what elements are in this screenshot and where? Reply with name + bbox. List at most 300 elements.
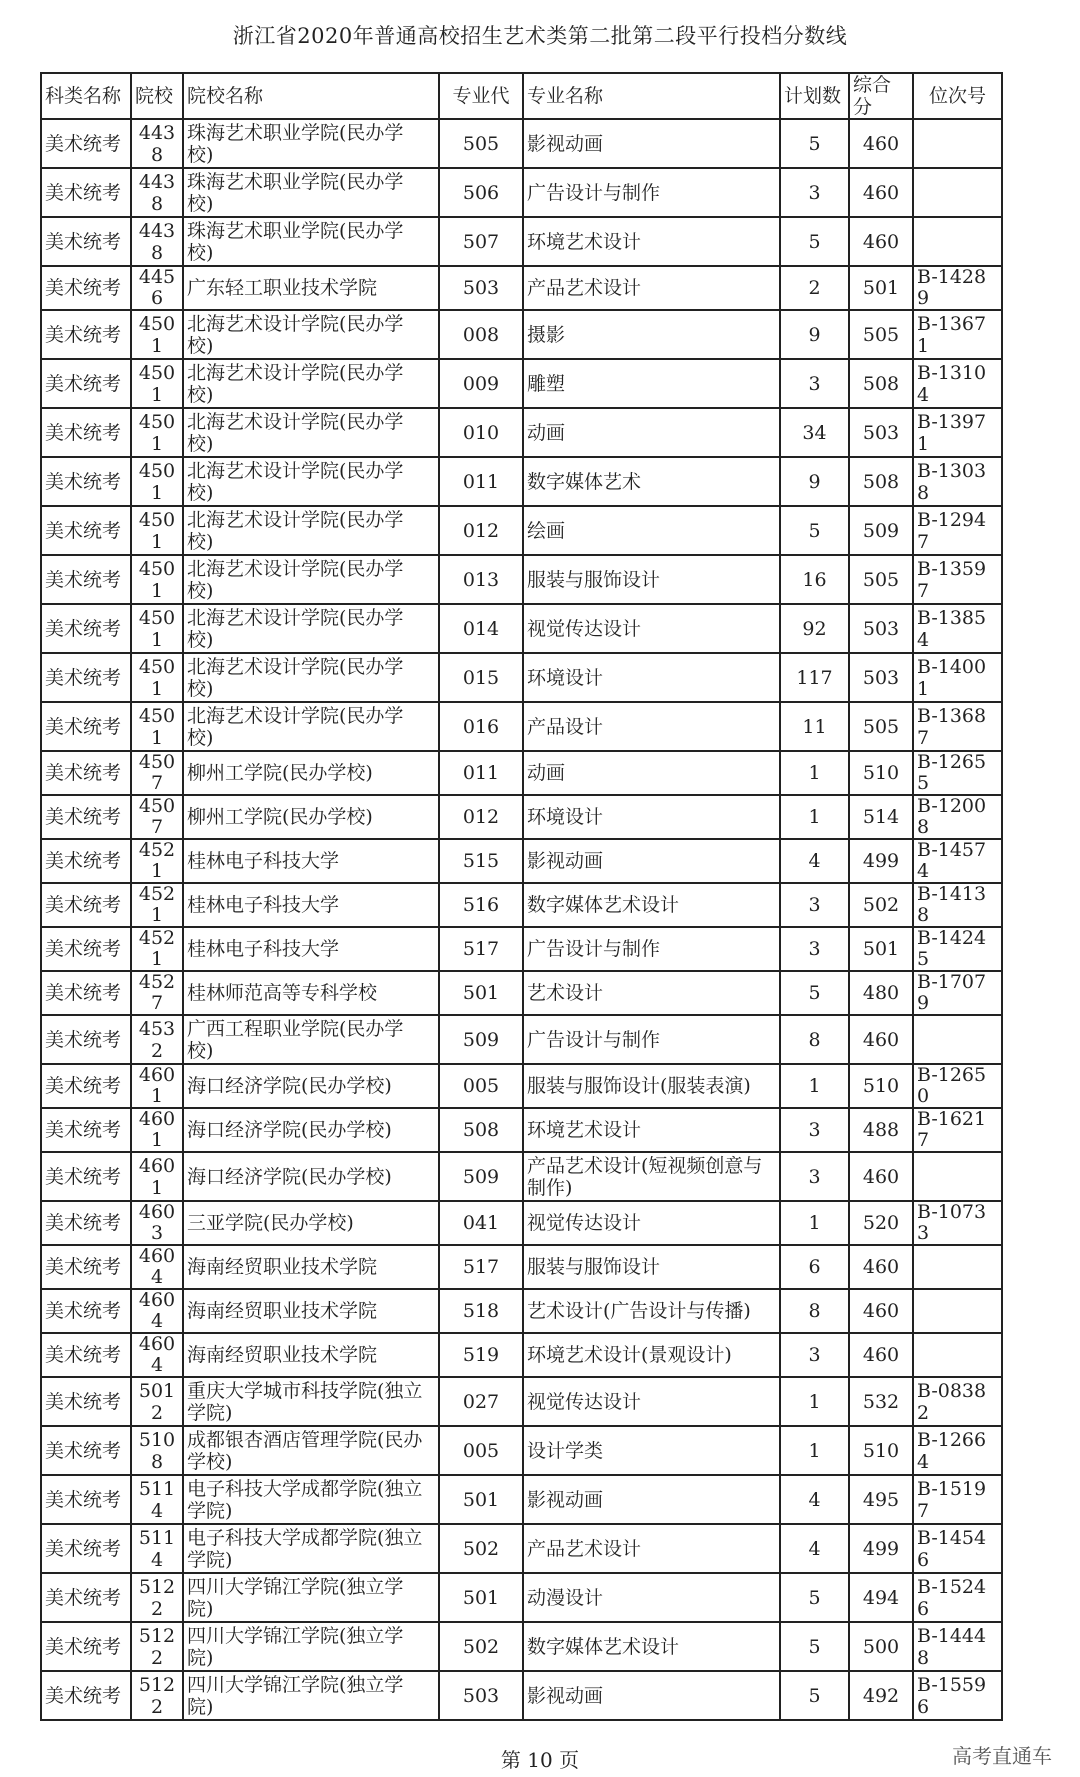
cell-plan-count: 5 xyxy=(780,119,849,168)
cell-category: 美术统考 xyxy=(41,1524,131,1573)
cell-school-code: 4507 xyxy=(131,795,183,839)
cell-major-code: 012 xyxy=(439,506,523,555)
cell-plan-count: 92 xyxy=(780,604,849,653)
cell-school-name: 柳州工学院(民办学校) xyxy=(183,751,439,795)
cell-school-name: 珠海艺术职业学院(民办学校) xyxy=(183,217,439,266)
cell-school-name: 桂林电子科技大学 xyxy=(183,927,439,971)
table-row xyxy=(41,653,1002,702)
cell-score: 510 xyxy=(849,1426,913,1475)
table-row xyxy=(41,1152,1002,1201)
cell-score: 520 xyxy=(849,1201,913,1245)
cell-category: 美术统考 xyxy=(41,883,131,927)
cell-category: 美术统考 xyxy=(41,457,131,506)
cell-school-code: 4438 xyxy=(131,168,183,217)
table-row xyxy=(41,310,1002,359)
cell-major-name: 产品设计 xyxy=(523,702,780,751)
cell-rank: B-13854 xyxy=(913,604,1002,653)
cell-major-code: 505 xyxy=(439,119,523,168)
cell-rank xyxy=(913,1015,1002,1064)
table-row xyxy=(41,839,1002,883)
cell-major-code: 009 xyxy=(439,359,523,408)
cell-rank xyxy=(913,1152,1002,1201)
cell-major-name: 产品艺术设计 xyxy=(523,266,780,310)
cell-rank: B-08382 xyxy=(913,1377,1002,1426)
cell-score: 460 xyxy=(849,1333,913,1377)
cell-plan-count: 5 xyxy=(780,217,849,266)
cell-school-code: 4501 xyxy=(131,408,183,457)
cell-rank: B-15596 xyxy=(913,1671,1002,1720)
cell-major-name: 环境艺术设计(景观设计) xyxy=(523,1333,780,1377)
cell-school-name: 广西工程职业学院(民办学校) xyxy=(183,1015,439,1064)
cell-rank: B-16217 xyxy=(913,1108,1002,1152)
cell-plan-count: 8 xyxy=(780,1289,849,1333)
cell-plan-count: 5 xyxy=(780,1671,849,1720)
cell-school-name: 电子科技大学成都学院(独立学院) xyxy=(183,1524,439,1573)
cell-major-code: 501 xyxy=(439,1475,523,1524)
cell-category: 美术统考 xyxy=(41,1201,131,1245)
cell-plan-count: 117 xyxy=(780,653,849,702)
cell-rank: B-14138 xyxy=(913,883,1002,927)
table-row xyxy=(41,927,1002,971)
cell-score: 503 xyxy=(849,408,913,457)
cell-school-code: 5122 xyxy=(131,1573,183,1622)
cell-school-name: 四川大学锦江学院(独立学院) xyxy=(183,1671,439,1720)
cell-plan-count: 8 xyxy=(780,1015,849,1064)
table-row xyxy=(41,751,1002,795)
cell-category: 美术统考 xyxy=(41,506,131,555)
cell-rank: B-13597 xyxy=(913,555,1002,604)
header-school-code: 院校 xyxy=(131,73,183,119)
cell-category: 美术统考 xyxy=(41,702,131,751)
cell-school-name: 桂林电子科技大学 xyxy=(183,883,439,927)
cell-school-name: 北海艺术设计学院(民办学校) xyxy=(183,506,439,555)
cell-major-code: 013 xyxy=(439,555,523,604)
cell-major-name: 影视动画 xyxy=(523,1671,780,1720)
cell-score: 505 xyxy=(849,702,913,751)
cell-plan-count: 3 xyxy=(780,168,849,217)
cell-major-code: 041 xyxy=(439,1201,523,1245)
cell-rank: B-14574 xyxy=(913,839,1002,883)
cell-score: 460 xyxy=(849,119,913,168)
cell-major-code: 515 xyxy=(439,839,523,883)
cell-category: 美术统考 xyxy=(41,1064,131,1108)
cell-plan-count: 1 xyxy=(780,1201,849,1245)
cell-category: 美术统考 xyxy=(41,604,131,653)
cell-rank: B-12650 xyxy=(913,1064,1002,1108)
cell-score: 460 xyxy=(849,1289,913,1333)
cell-plan-count: 16 xyxy=(780,555,849,604)
cell-school-code: 5114 xyxy=(131,1524,183,1573)
header-major-name: 专业名称 xyxy=(523,73,780,119)
table-row xyxy=(41,1108,1002,1152)
cell-plan-count: 3 xyxy=(780,883,849,927)
cell-rank: B-12947 xyxy=(913,506,1002,555)
cell-score: 460 xyxy=(849,1245,913,1289)
cell-score: 532 xyxy=(849,1377,913,1426)
cell-plan-count: 5 xyxy=(780,1573,849,1622)
cell-major-name: 艺术设计 xyxy=(523,971,780,1015)
cell-major-name: 艺术设计(广告设计与传播) xyxy=(523,1289,780,1333)
table-row xyxy=(41,1064,1002,1108)
cell-plan-count: 1 xyxy=(780,1377,849,1426)
cell-school-name: 四川大学锦江学院(独立学院) xyxy=(183,1573,439,1622)
cell-major-name: 影视动画 xyxy=(523,839,780,883)
cell-major-code: 518 xyxy=(439,1289,523,1333)
cell-school-name: 成都银杏酒店管理学院(民办学校) xyxy=(183,1426,439,1475)
cell-major-code: 011 xyxy=(439,751,523,795)
table-row xyxy=(41,971,1002,1015)
table-row xyxy=(41,506,1002,555)
cell-major-name: 影视动画 xyxy=(523,119,780,168)
cell-school-name: 四川大学锦江学院(独立学院) xyxy=(183,1622,439,1671)
cell-school-name: 北海艺术设计学院(民办学校) xyxy=(183,555,439,604)
cell-category: 美术统考 xyxy=(41,119,131,168)
cell-plan-count: 1 xyxy=(780,1064,849,1108)
table-row xyxy=(41,883,1002,927)
table-row xyxy=(41,168,1002,217)
cell-major-code: 502 xyxy=(439,1622,523,1671)
table-row xyxy=(41,1333,1002,1377)
table-row xyxy=(41,1671,1002,1720)
cell-major-name: 动画 xyxy=(523,408,780,457)
table-row xyxy=(41,1289,1002,1333)
cell-plan-count: 5 xyxy=(780,1622,849,1671)
cell-major-code: 519 xyxy=(439,1333,523,1377)
cell-plan-count: 9 xyxy=(780,457,849,506)
page-number: 第 10 页 xyxy=(500,1748,580,1772)
cell-major-code: 005 xyxy=(439,1064,523,1108)
cell-school-name: 桂林师范高等专科学校 xyxy=(183,971,439,1015)
cell-major-name: 服装与服饰设计(服装表演) xyxy=(523,1064,780,1108)
cell-score: 494 xyxy=(849,1573,913,1622)
cell-major-name: 服装与服饰设计 xyxy=(523,1245,780,1289)
cell-school-code: 5108 xyxy=(131,1426,183,1475)
table-row xyxy=(41,1573,1002,1622)
cell-school-name: 海口经济学院(民办学校) xyxy=(183,1064,439,1108)
cell-school-name: 北海艺术设计学院(民办学校) xyxy=(183,604,439,653)
cell-plan-count: 2 xyxy=(780,266,849,310)
cell-major-name: 广告设计与制作 xyxy=(523,927,780,971)
cell-major-name: 数字媒体艺术设计 xyxy=(523,883,780,927)
table-row xyxy=(41,1426,1002,1475)
table-row xyxy=(41,1015,1002,1064)
cell-category: 美术统考 xyxy=(41,1289,131,1333)
cell-rank: B-14289 xyxy=(913,266,1002,310)
cell-school-code: 5012 xyxy=(131,1377,183,1426)
cell-major-name: 服装与服饰设计 xyxy=(523,555,780,604)
page-footer xyxy=(0,1743,1080,1777)
cell-major-code: 517 xyxy=(439,927,523,971)
cell-major-code: 509 xyxy=(439,1152,523,1201)
cell-school-code: 4438 xyxy=(131,119,183,168)
cell-plan-count: 9 xyxy=(780,310,849,359)
cell-plan-count: 3 xyxy=(780,359,849,408)
cell-score: 510 xyxy=(849,751,913,795)
document-title: 浙江省2020年普通高校招生艺术类第二批第二段平行投档分数线 xyxy=(232,24,848,48)
cell-rank: B-12655 xyxy=(913,751,1002,795)
cell-plan-count: 1 xyxy=(780,795,849,839)
cell-school-name: 北海艺术设计学院(民办学校) xyxy=(183,408,439,457)
cell-rank: B-12664 xyxy=(913,1426,1002,1475)
cell-major-name: 视觉传达设计 xyxy=(523,604,780,653)
cell-major-name: 产品艺术设计(短视频创意与制作) xyxy=(523,1152,780,1201)
cell-school-code: 4521 xyxy=(131,927,183,971)
cell-school-code: 4527 xyxy=(131,971,183,1015)
table-row xyxy=(41,1524,1002,1573)
cell-score: 488 xyxy=(849,1108,913,1152)
table-row xyxy=(41,217,1002,266)
table-row xyxy=(41,1622,1002,1671)
cell-score: 509 xyxy=(849,506,913,555)
cell-score: 503 xyxy=(849,604,913,653)
cell-score: 505 xyxy=(849,555,913,604)
header-rank: 位次号 xyxy=(913,73,1002,119)
cell-category: 美术统考 xyxy=(41,1622,131,1671)
cell-rank: B-14245 xyxy=(913,927,1002,971)
cell-school-code: 5122 xyxy=(131,1622,183,1671)
cell-category: 美术统考 xyxy=(41,1475,131,1524)
cell-category: 美术统考 xyxy=(41,795,131,839)
cell-major-name: 环境艺术设计 xyxy=(523,217,780,266)
cell-school-code: 4501 xyxy=(131,702,183,751)
cell-score: 502 xyxy=(849,883,913,927)
cell-plan-count: 4 xyxy=(780,839,849,883)
cell-school-name: 北海艺术设计学院(民办学校) xyxy=(183,457,439,506)
table-row xyxy=(41,1201,1002,1245)
cell-rank xyxy=(913,217,1002,266)
cell-category: 美术统考 xyxy=(41,1377,131,1426)
cell-school-code: 4501 xyxy=(131,506,183,555)
cell-major-name: 数字媒体艺术 xyxy=(523,457,780,506)
cell-category: 美术统考 xyxy=(41,408,131,457)
cell-school-code: 4601 xyxy=(131,1064,183,1108)
cell-category: 美术统考 xyxy=(41,971,131,1015)
cell-school-code: 4438 xyxy=(131,217,183,266)
cell-school-code: 4604 xyxy=(131,1289,183,1333)
cell-major-code: 501 xyxy=(439,971,523,1015)
cell-rank: B-15246 xyxy=(913,1573,1002,1622)
cell-score: 505 xyxy=(849,310,913,359)
cell-score: 514 xyxy=(849,795,913,839)
cell-plan-count: 6 xyxy=(780,1245,849,1289)
header-category: 科类名称 xyxy=(41,73,131,119)
cell-school-code: 4456 xyxy=(131,266,183,310)
table-row xyxy=(41,702,1002,751)
cell-score: 503 xyxy=(849,653,913,702)
cell-school-name: 北海艺术设计学院(民办学校) xyxy=(183,310,439,359)
cell-school-name: 海南经贸职业技术学院 xyxy=(183,1333,439,1377)
cell-major-name: 动画 xyxy=(523,751,780,795)
cell-school-code: 4501 xyxy=(131,653,183,702)
cell-major-name: 广告设计与制作 xyxy=(523,1015,780,1064)
header-score: 综合分 xyxy=(849,73,913,119)
cell-category: 美术统考 xyxy=(41,839,131,883)
cell-category: 美术统考 xyxy=(41,1671,131,1720)
cell-category: 美术统考 xyxy=(41,1245,131,1289)
cell-school-name: 三亚学院(民办学校) xyxy=(183,1201,439,1245)
cell-rank: B-12008 xyxy=(913,795,1002,839)
cell-rank: B-15197 xyxy=(913,1475,1002,1524)
cell-score: 510 xyxy=(849,1064,913,1108)
cell-score: 460 xyxy=(849,1152,913,1201)
cell-rank: B-13104 xyxy=(913,359,1002,408)
cell-category: 美术统考 xyxy=(41,555,131,604)
cell-school-name: 珠海艺术职业学院(民办学校) xyxy=(183,168,439,217)
cell-school-code: 4507 xyxy=(131,751,183,795)
cell-major-name: 环境设计 xyxy=(523,653,780,702)
cell-category: 美术统考 xyxy=(41,1152,131,1201)
cell-score: 500 xyxy=(849,1622,913,1671)
cell-school-code: 4501 xyxy=(131,457,183,506)
cell-category: 美术统考 xyxy=(41,1333,131,1377)
cell-school-name: 北海艺术设计学院(民办学校) xyxy=(183,359,439,408)
cell-plan-count: 3 xyxy=(780,1108,849,1152)
cell-major-code: 027 xyxy=(439,1377,523,1426)
cell-score: 508 xyxy=(849,457,913,506)
cell-school-name: 电子科技大学成都学院(独立学院) xyxy=(183,1475,439,1524)
cell-major-name: 影视动画 xyxy=(523,1475,780,1524)
cell-major-code: 503 xyxy=(439,266,523,310)
cell-score: 501 xyxy=(849,266,913,310)
cell-rank xyxy=(913,168,1002,217)
cell-major-name: 数字媒体艺术设计 xyxy=(523,1622,780,1671)
cell-plan-count: 1 xyxy=(780,1426,849,1475)
cell-school-code: 4501 xyxy=(131,359,183,408)
cell-school-name: 桂林电子科技大学 xyxy=(183,839,439,883)
cell-school-code: 5114 xyxy=(131,1475,183,1524)
cell-rank: B-14001 xyxy=(913,653,1002,702)
cell-school-name: 广东轻工职业技术学院 xyxy=(183,266,439,310)
cell-major-name: 摄影 xyxy=(523,310,780,359)
cell-rank: B-13671 xyxy=(913,310,1002,359)
cell-category: 美术统考 xyxy=(41,653,131,702)
table-row xyxy=(41,119,1002,168)
cell-score: 492 xyxy=(849,1671,913,1720)
cell-score: 495 xyxy=(849,1475,913,1524)
cell-school-code: 4501 xyxy=(131,604,183,653)
header-school-name: 院校名称 xyxy=(183,73,439,119)
cell-school-name: 海南经贸职业技术学院 xyxy=(183,1289,439,1333)
cell-school-code: 4501 xyxy=(131,310,183,359)
cell-category: 美术统考 xyxy=(41,359,131,408)
cell-score: 460 xyxy=(849,168,913,217)
cell-score: 499 xyxy=(849,1524,913,1573)
cell-school-code: 4604 xyxy=(131,1333,183,1377)
cell-school-name: 北海艺术设计学院(民办学校) xyxy=(183,702,439,751)
cell-school-name: 北海艺术设计学院(民办学校) xyxy=(183,653,439,702)
cell-rank: B-14448 xyxy=(913,1622,1002,1671)
cell-major-name: 视觉传达设计 xyxy=(523,1201,780,1245)
cell-school-code: 4601 xyxy=(131,1152,183,1201)
table-row xyxy=(41,359,1002,408)
cell-plan-count: 34 xyxy=(780,408,849,457)
cell-major-name: 动漫设计 xyxy=(523,1573,780,1622)
cell-rank: B-13971 xyxy=(913,408,1002,457)
cell-rank xyxy=(913,1289,1002,1333)
cell-category: 美术统考 xyxy=(41,1108,131,1152)
cell-major-name: 环境设计 xyxy=(523,795,780,839)
admission-score-table xyxy=(40,72,1003,1721)
table-row xyxy=(41,795,1002,839)
cell-plan-count: 4 xyxy=(780,1524,849,1573)
cell-rank: B-14546 xyxy=(913,1524,1002,1573)
watermark: 高考直通车 xyxy=(952,1744,1052,1768)
cell-school-name: 重庆大学城市科技学院(独立学院) xyxy=(183,1377,439,1426)
cell-major-code: 016 xyxy=(439,702,523,751)
cell-major-code: 503 xyxy=(439,1671,523,1720)
cell-category: 美术统考 xyxy=(41,1015,131,1064)
cell-category: 美术统考 xyxy=(41,1426,131,1475)
cell-plan-count: 11 xyxy=(780,702,849,751)
cell-category: 美术统考 xyxy=(41,1573,131,1622)
cell-major-code: 008 xyxy=(439,310,523,359)
cell-rank: B-13038 xyxy=(913,457,1002,506)
cell-school-name: 海南经贸职业技术学院 xyxy=(183,1245,439,1289)
cell-major-name: 环境艺术设计 xyxy=(523,1108,780,1152)
cell-plan-count: 5 xyxy=(780,506,849,555)
header-major-code: 专业代 xyxy=(439,73,523,119)
cell-score: 501 xyxy=(849,927,913,971)
cell-plan-count: 3 xyxy=(780,1333,849,1377)
cell-rank: B-10733 xyxy=(913,1201,1002,1245)
cell-major-name: 绘画 xyxy=(523,506,780,555)
cell-school-code: 5122 xyxy=(131,1671,183,1720)
cell-major-code: 501 xyxy=(439,1573,523,1622)
table-row xyxy=(41,266,1002,310)
table-row xyxy=(41,1245,1002,1289)
cell-category: 美术统考 xyxy=(41,266,131,310)
cell-rank xyxy=(913,1333,1002,1377)
cell-school-code: 4601 xyxy=(131,1108,183,1152)
cell-plan-count: 5 xyxy=(780,971,849,1015)
cell-major-code: 015 xyxy=(439,653,523,702)
cell-category: 美术统考 xyxy=(41,168,131,217)
cell-category: 美术统考 xyxy=(41,217,131,266)
cell-major-name: 雕塑 xyxy=(523,359,780,408)
table-row xyxy=(41,408,1002,457)
cell-category: 美术统考 xyxy=(41,751,131,795)
table-row xyxy=(41,457,1002,506)
cell-major-code: 010 xyxy=(439,408,523,457)
cell-score: 508 xyxy=(849,359,913,408)
cell-score: 499 xyxy=(849,839,913,883)
cell-school-code: 4604 xyxy=(131,1245,183,1289)
cell-plan-count: 3 xyxy=(780,927,849,971)
cell-major-code: 516 xyxy=(439,883,523,927)
cell-school-name: 海口经济学院(民办学校) xyxy=(183,1152,439,1201)
cell-plan-count: 1 xyxy=(780,751,849,795)
cell-major-code: 508 xyxy=(439,1108,523,1152)
cell-major-name: 广告设计与制作 xyxy=(523,168,780,217)
cell-rank: B-17079 xyxy=(913,971,1002,1015)
cell-plan-count: 4 xyxy=(780,1475,849,1524)
table-row xyxy=(41,1475,1002,1524)
cell-major-name: 设计学类 xyxy=(523,1426,780,1475)
cell-school-code: 4532 xyxy=(131,1015,183,1064)
cell-major-name: 视觉传达设计 xyxy=(523,1377,780,1426)
cell-rank xyxy=(913,1245,1002,1289)
cell-major-code: 011 xyxy=(439,457,523,506)
table-header-row xyxy=(41,73,1002,119)
header-plan-count: 计划数 xyxy=(780,73,849,119)
cell-major-code: 012 xyxy=(439,795,523,839)
cell-major-code: 005 xyxy=(439,1426,523,1475)
cell-school-name: 海口经济学院(民办学校) xyxy=(183,1108,439,1152)
cell-major-code: 507 xyxy=(439,217,523,266)
cell-category: 美术统考 xyxy=(41,927,131,971)
cell-plan-count: 3 xyxy=(780,1152,849,1201)
cell-score: 460 xyxy=(849,217,913,266)
